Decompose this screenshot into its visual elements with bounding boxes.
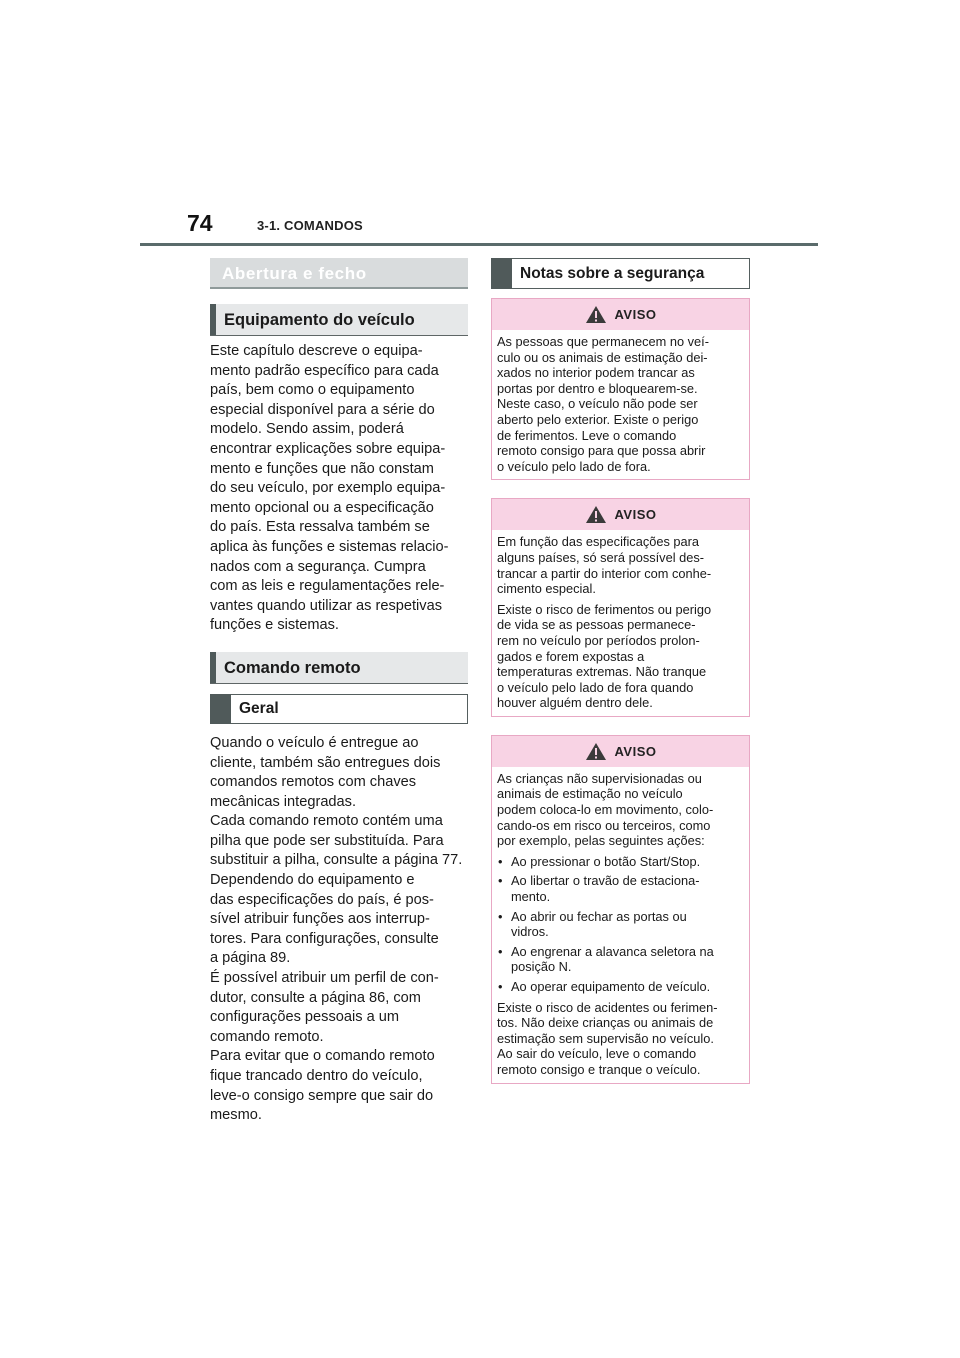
text-line: leve-o consigo sempre que sair do	[210, 1087, 434, 1104]
text-line: mecânicas integradas.	[210, 793, 357, 810]
warning-triangle-icon	[585, 742, 607, 761]
text-line: especial disponível para a série do	[210, 401, 435, 418]
text-line: de ferimentos. Leve o comando	[497, 427, 677, 443]
text-line: cando-os em risco ou terceiros, como	[497, 817, 711, 833]
warning-triangle-icon	[585, 305, 607, 324]
text-line: fique trancado dentro do veículo,	[210, 1068, 423, 1084]
page-number: 74	[187, 210, 213, 236]
text-line: As crianças não supervisionadas ou	[497, 770, 702, 786]
warning-header	[492, 736, 749, 767]
text-line: estimação sem supervisão no veículo.	[497, 1030, 714, 1046]
warning-header	[492, 299, 749, 330]
text-line: tores. Para configurações, consulte	[210, 930, 439, 947]
list-item	[497, 909, 744, 940]
text-line: portas por dentro e bloquearem-se.	[497, 380, 698, 396]
warning-header	[492, 499, 749, 530]
text-line: remoto consigo para que possa abrir	[497, 443, 706, 459]
header-divider	[140, 243, 818, 246]
text-line: trancar a partir do interior com conhe-	[497, 565, 712, 581]
text-line: mento opcional ou a especificação	[210, 499, 434, 516]
subsection-title-equipment: Equipamento do veículo	[210, 304, 468, 336]
text-line: o veículo pelo lado de fora quando	[497, 679, 694, 695]
warning-3-bullet-list	[497, 854, 744, 995]
warning-box-1	[491, 298, 750, 480]
text-line: modelo. Sendo assim, poderá	[210, 421, 404, 438]
text-line: remoto consigo e tranque o veículo.	[497, 1061, 701, 1077]
text-line: Ao libertar o travão de estaciona-	[511, 873, 700, 889]
text-line: das especificações do país, é pos-	[210, 891, 434, 908]
warning-3-text-a	[497, 771, 744, 849]
text-line: pilha que pode ser substituída. Para	[210, 832, 444, 849]
text-line: alguns países, só será possível des-	[497, 549, 704, 565]
text-line: culo ou os animais de estimação dei-	[497, 349, 708, 365]
text-line: xados no interior podem trancar as	[497, 365, 695, 381]
text-line: podem coloca-lo em movimento, colo-	[497, 802, 714, 818]
text-line: posição N.	[511, 959, 572, 975]
text-line: Existe o risco de acidentes ou ferimen-	[497, 999, 718, 1015]
text-line: Ao pressionar o botão Start/Stop.	[511, 853, 701, 869]
text-line: aberto pelo exterior. Existe o perigo	[497, 411, 699, 427]
text-line: por exemplo, pelas seguintes ações:	[497, 833, 705, 849]
equipment-paragraph	[210, 342, 468, 636]
text-line: configurações pessoais a um	[210, 1009, 400, 1026]
text-line: do país. Esta ressalva também se	[210, 519, 430, 536]
text-line: temperaturas extremas. Não tranque	[497, 664, 707, 680]
text-line: vidros.	[511, 924, 549, 940]
text-line: tos. Não deixe crianças ou animais de	[497, 1015, 714, 1031]
text-line: Cada comando remoto contém uma	[210, 813, 443, 830]
text-line: É possível atribuir um perfil de con-	[210, 970, 439, 987]
text-line: o veículo pelo lado de fora.	[497, 458, 651, 474]
text-line: comando remoto.	[210, 1028, 324, 1045]
left-column	[210, 258, 468, 1126]
warning-3-text-b	[497, 1000, 744, 1078]
text-line: do seu veículo, por exemplo equipa-	[210, 480, 446, 497]
text-line: funções e sistemas.	[210, 617, 339, 634]
section-title: Abertura e fecho	[210, 258, 468, 289]
warning-2-text-b	[497, 602, 744, 711]
text-line: encontrar explicações sobre equipa-	[210, 440, 446, 457]
chapter-title: 3-1. COMANDOS	[257, 218, 363, 233]
right-column	[491, 258, 750, 1084]
text-line: substituir a pilha, consulte a página 77.	[210, 852, 463, 869]
text-line: rem no veículo por períodos prolon-	[497, 632, 700, 648]
subsubsection-title-general: Geral	[210, 694, 468, 724]
text-line: mesmo.	[210, 1107, 262, 1124]
list-item	[497, 944, 744, 975]
text-line: As pessoas que permanecem no veí-	[497, 334, 709, 349]
warning-label: AVISO	[614, 507, 657, 523]
text-line: de vida se as pessoas permanece-	[497, 617, 696, 633]
text-line: país, bem como o equipamento	[210, 382, 415, 399]
text-line: cimento especial.	[497, 581, 596, 597]
text-line: mento padrão específico para cada	[210, 362, 439, 379]
warning-1-text	[497, 334, 744, 474]
warning-box-2	[491, 498, 750, 717]
text-line: animais de estimação no veículo	[497, 786, 683, 802]
text-line: sível atribuir funções aos interrup-	[210, 911, 430, 928]
text-line: Em função das especificações para	[497, 534, 700, 550]
text-line: Ao abrir ou fechar as portas ou	[511, 908, 687, 924]
text-line: Neste caso, o veículo não pode ser	[497, 396, 698, 412]
text-line: Existe o risco de ferimentos ou perigo	[497, 601, 712, 617]
text-line: Este capítulo descreve o equipa-	[210, 343, 423, 359]
subsection-title-remote: Comando remoto	[210, 652, 468, 684]
text-line: com as leis e regulamentações rele-	[210, 578, 445, 595]
text-line: Quando o veículo é entregue ao	[210, 734, 419, 751]
warning-label: AVISO	[614, 307, 657, 322]
text-line: Dependendo do equipamento e	[210, 872, 415, 889]
remote-paragraph	[210, 734, 468, 1126]
text-line: mento e funções que não constam	[210, 460, 434, 477]
text-line: dutor, consulte a página 86, com	[210, 989, 421, 1006]
text-line: cliente, também são entregues dois	[210, 754, 441, 771]
text-line: mento.	[511, 889, 551, 905]
text-line: Ao engrenar a alavanca seletora na	[511, 943, 714, 959]
text-line: vantes quando utilizar as respetivas	[210, 597, 443, 614]
text-line: aplica às funções e sistemas relacio-	[210, 538, 449, 555]
warning-box-3	[491, 735, 750, 1084]
text-line: Ao sair do veículo, leve o comando	[497, 1046, 697, 1062]
list-item	[497, 873, 744, 904]
text-line: a página 89.	[210, 950, 291, 967]
list-item	[497, 979, 744, 995]
text-line: houver alguém dentro dele.	[497, 695, 653, 711]
warning-2-text-a	[497, 534, 744, 596]
text-line: Ao operar equipamento de veículo.	[511, 979, 711, 994]
text-line: nados com a segurança. Cumpra	[210, 558, 426, 575]
text-line: gados e forem expostas a	[497, 648, 645, 664]
warning-triangle-icon	[585, 505, 607, 524]
list-item	[497, 854, 744, 870]
warning-label: AVISO	[614, 743, 657, 759]
text-line: comandos remotos com chaves	[210, 774, 417, 791]
text-line: Para evitar que o comando remoto	[210, 1048, 435, 1065]
subsection-title-safety: Notas sobre a segurança	[491, 258, 750, 289]
